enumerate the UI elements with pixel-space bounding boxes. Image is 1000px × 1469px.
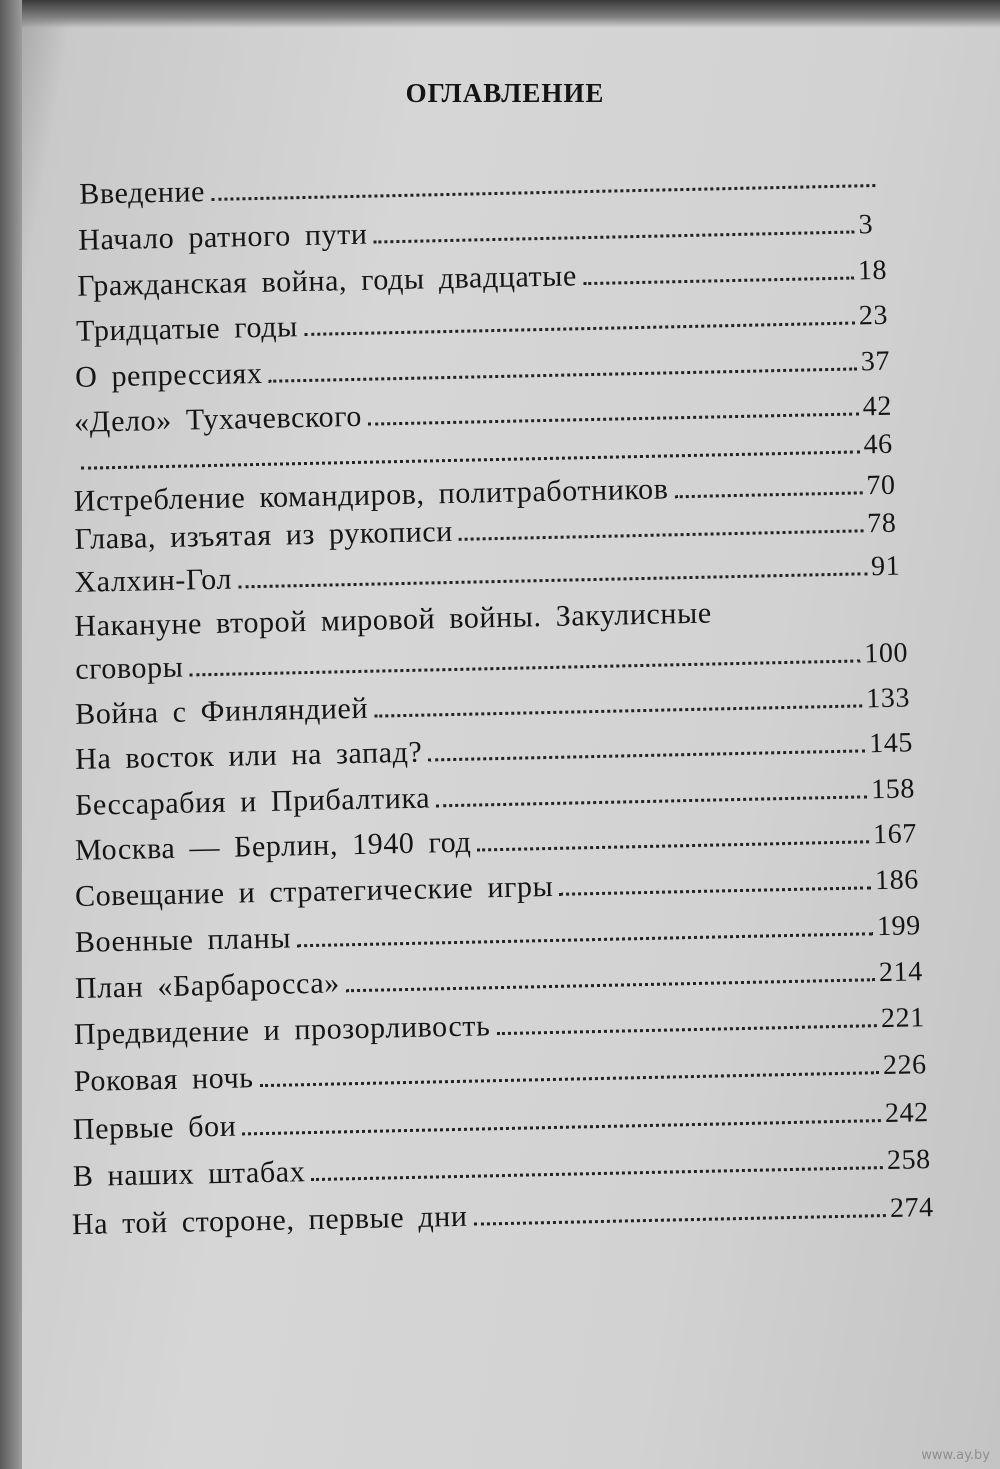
toc-entry-title: Первые бои	[72, 1109, 237, 1147]
toc-entry-page: 100	[863, 637, 909, 670]
dot-leader	[311, 1166, 883, 1181]
toc-entry-page: 158	[870, 773, 916, 806]
toc-entry	[71, 1187, 934, 1246]
dot-leader	[583, 276, 854, 285]
dot-leader	[81, 450, 860, 469]
toc-entry-page: 258	[886, 1144, 932, 1176]
toc-entry-title: Бессарабия и Прибалтика	[74, 781, 431, 822]
dot-leader	[374, 230, 855, 243]
toc-entry-title: Война с Финляндией	[74, 691, 369, 731]
toc-entry-page: 3	[858, 209, 874, 241]
toc-entry-title: В наших штабах	[72, 1155, 306, 1194]
toc-entry-title: Накануне второй мировой войны. Закулисные	[74, 596, 713, 643]
toc-entry-page: 167	[872, 818, 918, 851]
dot-leader	[374, 704, 862, 717]
dot-leader	[211, 184, 875, 201]
dot-leader	[242, 1119, 881, 1135]
toc-entry-title: Предвидение и прозорливость	[73, 1009, 491, 1051]
toc-entry-page: 133	[865, 682, 911, 715]
dot-leader	[269, 367, 857, 382]
toc-entry-title: Роковая ночь	[73, 1061, 254, 1099]
toc-entry-title: Введение	[78, 175, 206, 211]
toc-entry-page: 199	[876, 910, 922, 943]
toc-entry-title: сговоры	[74, 650, 184, 686]
dot-leader	[477, 840, 869, 851]
toc-entry-page: 46	[863, 428, 894, 461]
dot-leader	[675, 491, 863, 498]
dot-leader	[260, 1071, 879, 1087]
toc-entry-title: О репрессиях	[74, 356, 263, 394]
toc-entry-page: 23	[858, 299, 889, 332]
toc-entry-page: 145	[868, 727, 914, 760]
dot-leader	[304, 321, 855, 336]
dot-leader	[459, 529, 863, 540]
toc-entry-title: План «Барбаросса»	[74, 966, 341, 1005]
toc-entry-page: 214	[878, 956, 924, 989]
toc-entry-title: На той стороне, первые дни	[71, 1199, 468, 1242]
toc-entry-title: Начало ратного пути	[77, 217, 368, 257]
toc-entry-title: На восток или на запад?	[74, 735, 423, 776]
toc-entry-page: 18	[857, 254, 888, 287]
dot-leader	[190, 659, 861, 676]
dot-leader	[496, 1024, 877, 1035]
toc-entry-title: Совещание и стратегические игры	[74, 869, 554, 913]
dot-leader	[238, 572, 867, 588]
toc-entry-title: «Дело» Тухачевского	[73, 399, 363, 439]
toc-entry-title: Военные планы	[74, 921, 292, 959]
toc-entry-title: Халхин-Гол	[74, 562, 233, 599]
toc-entry-page: 91	[870, 550, 901, 583]
toc-entry-title: Москва — Берлин, 1940 год	[74, 825, 472, 867]
toc-entry-title: Глава, изъятая из рукописи	[74, 514, 454, 556]
toc-entry-page: 221	[880, 1002, 926, 1035]
toc-entry-page: 186	[874, 864, 920, 897]
toc-entry-title: Истребление командиров, политработников	[73, 472, 669, 518]
toc-heading: ОГЛАВЛЕНИЕ	[405, 78, 605, 108]
dot-leader	[368, 412, 859, 425]
dot-leader	[346, 978, 875, 992]
toc-entry-page: 274	[889, 1192, 935, 1224]
toc-entry-title: Гражданская война, годы двадцатые	[76, 259, 578, 303]
watermark: www.ay.by	[921, 1448, 990, 1463]
toc-entry-page: 42	[862, 390, 893, 423]
dot-leader	[436, 795, 867, 807]
toc-entry-page: 78	[866, 507, 897, 540]
toc-entry-page: 70	[866, 469, 896, 502]
toc-entry-page: 37	[860, 345, 891, 378]
dot-leader	[297, 932, 873, 947]
toc-entry-page: 226	[882, 1049, 928, 1082]
dot-leader	[474, 1214, 887, 1226]
toc-entry-page: 242	[884, 1097, 930, 1130]
dot-leader	[559, 886, 871, 896]
toc-entry-title: Тридцатые годы	[75, 310, 299, 348]
dot-leader	[428, 749, 865, 761]
